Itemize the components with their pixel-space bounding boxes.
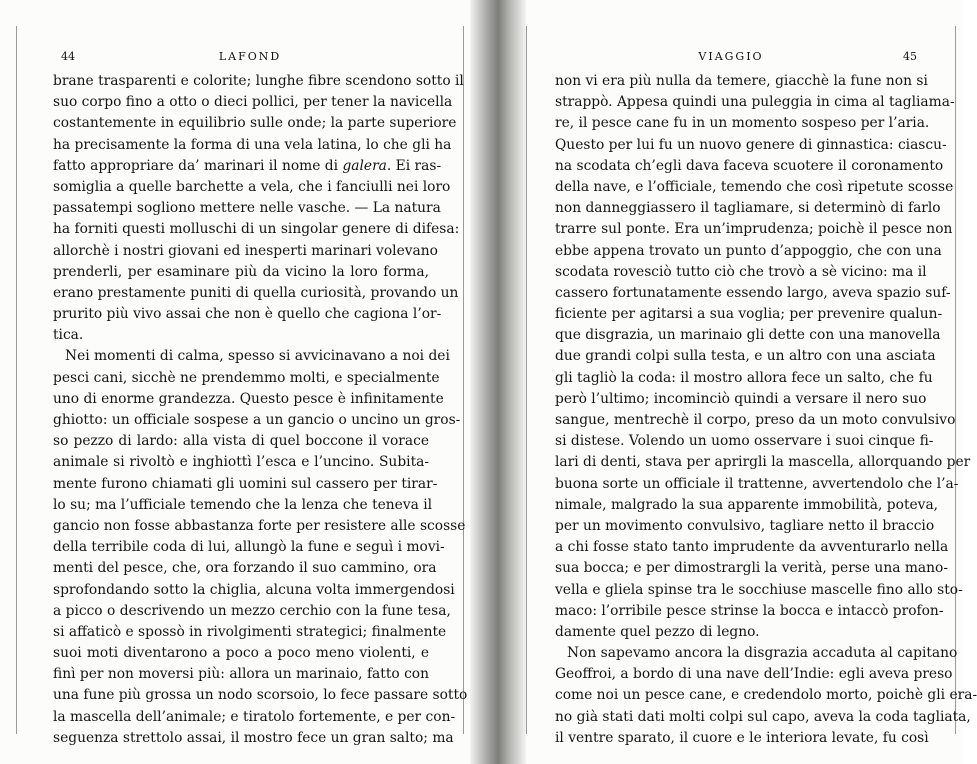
text-line: ghiotto: un officiale sospese a un gancio o uncino un gros- bbox=[53, 412, 461, 428]
left-page-body bbox=[53, 71, 468, 749]
text-line: lari di denti, stava per aprirgli la mascella, allorquando per bbox=[555, 454, 971, 471]
text-line: suo corpo fino a otto o dieci pollici, per tener la navicella bbox=[53, 94, 453, 111]
text-line: il ventre sparato, il cuore e le interiora levate, fu così bbox=[555, 729, 929, 746]
text-line: buona sorte un officiale il trattenne, avvertendolo che l’a- bbox=[555, 475, 959, 492]
text-line: nimale, malgrado la sua apparente immobilità, poteva, bbox=[555, 496, 939, 513]
left-page bbox=[16, 26, 468, 746]
book-gutter bbox=[470, 0, 526, 764]
right-running-head: VIAGGIO bbox=[698, 50, 764, 63]
text-line: costantemente in equilibrio sulle onde; la parte superiore bbox=[53, 115, 457, 132]
text-line: una fune più grossa un nodo scorsoio, lo fece passare sotto bbox=[53, 687, 468, 704]
text-line: Questo per lui fu un nuovo genere di ginnastica: ciascu- bbox=[555, 136, 947, 153]
text-line: due grandi colpi sulla testa, e un altro con una asciata bbox=[555, 348, 936, 365]
text-line: la mascella dell’animale; e tiratolo fortemente, e per con- bbox=[53, 708, 456, 725]
text-line: brane trasparenti e colorite; lunghe fibre scendono sotto il bbox=[53, 73, 464, 89]
text-line: ha precisamente la forma di una vela latina, lo che gli ha bbox=[53, 136, 452, 153]
text-segment: . Ei ras- bbox=[386, 157, 442, 174]
text-line: na scodata ch’egli dava faceva scuotere il coronamento bbox=[555, 157, 944, 174]
text-line: si affaticò e spossò in rivolgimenti strategici; finalmente bbox=[53, 623, 447, 640]
text-line: ficiente per agitarsi a sua voglia; per prevenire qualun- bbox=[555, 306, 943, 323]
text-line: so pezzo di lardo: alla vista di quel boccone il vorace bbox=[53, 433, 429, 450]
text-line: sangue, mentrechè il corpo, preso da un moto convulsivo bbox=[555, 412, 956, 428]
text-line: tica. bbox=[53, 327, 84, 344]
right-page-number: 45 bbox=[903, 50, 917, 63]
text-line: Geoffroi, a bordo di una nave dell’Indie: egli aveva preso bbox=[555, 666, 953, 683]
text-line: uno di enorme grandezza. Questo pesce è infinitamente bbox=[53, 390, 444, 407]
text-line: per un movimento convulsivo, tagliare netto il braccio bbox=[555, 517, 935, 534]
text-line: trarre sul ponte. Era un’imprudenza; poichè il pesce non bbox=[555, 221, 953, 238]
text-line: erano prestamente puniti di quella curiosità, provando un bbox=[53, 284, 459, 301]
text-line: però l’ultimo; incominciò quindi a versare il nero suo bbox=[555, 390, 927, 407]
text-line: prenderli, per esaminare più da vicino la loro forma, bbox=[53, 263, 429, 280]
text-line: sua bocca; e per dimostrargli la verità, perse una mano- bbox=[555, 560, 948, 577]
text-line: prurito più vivo assai che non è quello che cagiona l’or- bbox=[53, 306, 442, 323]
text-line: mente furono chiamati gli uomini sul cassero per tirar- bbox=[53, 475, 438, 492]
text-line: come noi un pesce cane, e credendolo morto, poichè gli era- bbox=[555, 687, 977, 704]
text-line: scodata rovesciò tutto ciò che trovò a sè vicino: ma il bbox=[555, 263, 927, 280]
text-segment: fatto appropriare da’ marinari il nome di bbox=[53, 157, 343, 174]
text-line: somiglia a quelle barchette a vela, che i fanciulli nei loro bbox=[53, 178, 451, 195]
text-line: seguenza strettolo assai, il mostro fece un gran salto; ma bbox=[53, 729, 454, 746]
text-line: damente quel pezzo di legno. bbox=[555, 623, 760, 640]
text-line: suoi moti diventarono a poco a poco meno violenti, e bbox=[53, 645, 429, 662]
text-line: vella e gliela spinse tra le socchiuse mascelle fino allo sto- bbox=[555, 581, 963, 598]
text-line: pesci cani, sicchè ne prendemmo molti, e specialmente bbox=[53, 369, 440, 386]
text-line: non vi era più nulla da temere, giacchè la fune non si bbox=[555, 73, 928, 89]
text-line: a chi fosse stato tanto imprudente da avventurarlo nella bbox=[555, 539, 949, 556]
text-line: non danneggiassero il tagliamare, si determinò di farlo bbox=[555, 200, 941, 217]
text-line: gli tagliò la coda: il mostro allora fece un salto, che fu bbox=[555, 369, 933, 386]
text-line: que disgrazia, un marinaio gli dette con una manovella bbox=[555, 327, 941, 344]
left-running-head: LAFOND bbox=[218, 50, 282, 63]
text-line: maco: l’orribile pesce strinse la bocca e intaccò profon- bbox=[555, 602, 944, 619]
text-line: ha forniti questi molluschi di un singolar genere di difesa: bbox=[53, 221, 460, 238]
text-line: menti del pesce, che, ora forzando il suo cammino, ora bbox=[53, 560, 437, 577]
left-page-number: 44 bbox=[61, 50, 75, 63]
text-line: no già stati dati molti colpi sul capo, aveva la coda tagliata, bbox=[555, 708, 971, 725]
text-line bbox=[53, 156, 442, 177]
text-line: gancio non fosse abbastanza forte per resistere alle scosse bbox=[53, 517, 466, 534]
text-line: passatempi sogliono mettere nelle vasche. — La natura bbox=[53, 200, 441, 217]
text-line: strappò. Appesa quindi una puleggia in cima al tagliama- bbox=[555, 94, 955, 111]
text-line: della nave, e l’officiale, temendo che così ripetute scosse bbox=[555, 178, 954, 195]
text-line: sprofondando sotto la chiglia, alcuna volta immergendosi bbox=[53, 581, 455, 598]
text-line: allorchè i nostri giovani ed inesperti marinari volevano bbox=[53, 242, 438, 259]
left-page-header bbox=[17, 46, 463, 66]
text-line: a picco o descrivendo un mezzo cerchio con la fune tesa, bbox=[53, 602, 451, 619]
text-line: Non sapevamo ancora la disgrazia accaduta al capitano bbox=[567, 645, 958, 662]
right-page bbox=[526, 26, 977, 746]
text-line: ebbe appena trovato un punto d’appoggio, che con una bbox=[555, 242, 942, 259]
text-line: Nei momenti di calma, spesso si avvicinavano a noi dei bbox=[65, 348, 450, 365]
italic-word: galera bbox=[342, 157, 387, 174]
text-line: della terribile coda di lui, allungò la fune e seguì i movi- bbox=[53, 539, 445, 556]
text-line: animale si rivoltò e inghiottì l’esca e l’uncino. Subita- bbox=[53, 454, 429, 471]
text-line: si distese. Volendo un uomo osservare i suoi cinque fi- bbox=[555, 433, 934, 450]
right-page-body bbox=[555, 71, 977, 749]
text-line: cassero fortunatamente essendo largo, aveva spazio suf- bbox=[555, 284, 951, 301]
text-line: re, il pesce cane fu in un momento sospeso per l’aria. bbox=[555, 115, 930, 132]
text-line: finì per non moversi più: allora un marinaio, fatto con bbox=[53, 666, 429, 683]
right-page-header bbox=[527, 46, 955, 66]
text-line: lo su; ma l’ufficiale temendo che la lenza che teneva il bbox=[53, 496, 433, 513]
